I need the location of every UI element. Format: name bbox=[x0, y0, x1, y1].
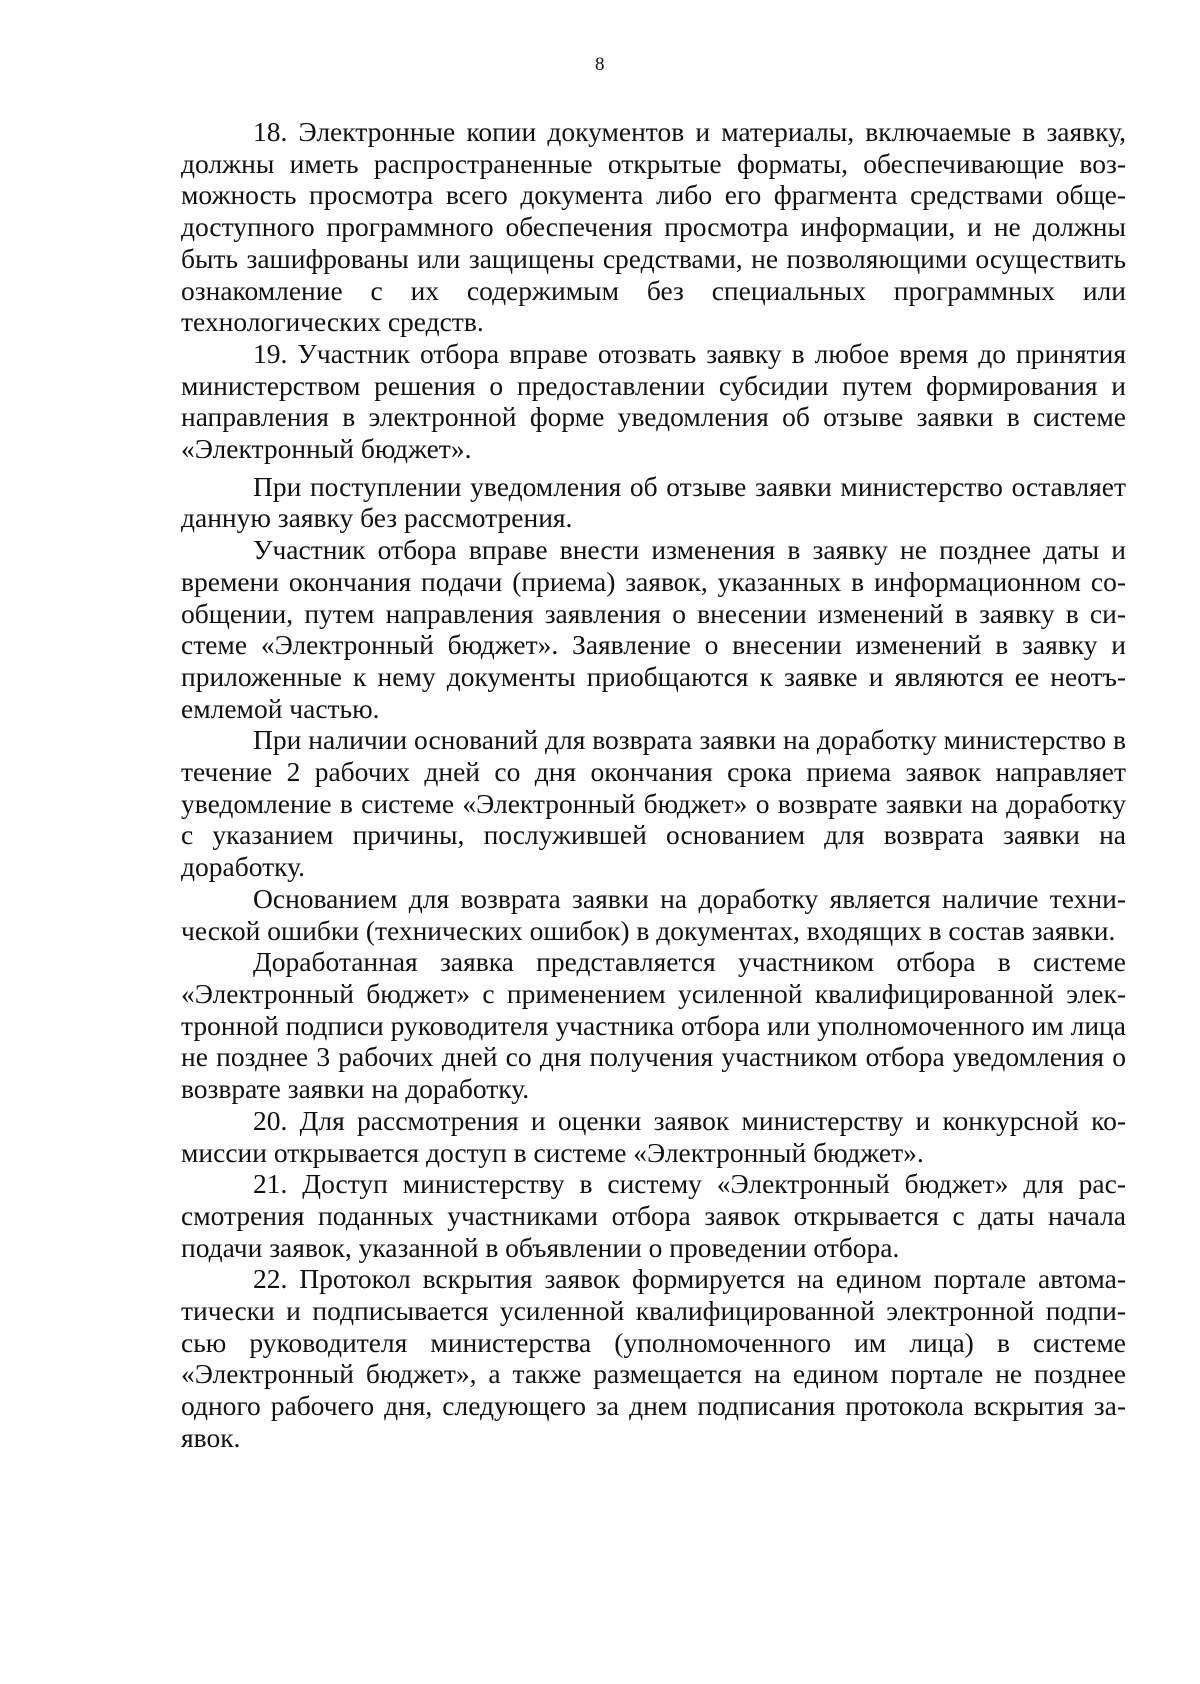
paragraph-19: 19. Участник отбора вправе отозвать заявку в любое время до принятия министерством решения о предоставлении субсидии путем формирования и направления в электронной форме уведомления об отзыве заявки в системе «Электронный бюджет». bbox=[181, 337, 1126, 465]
paragraph-application-changes: Участник отбора вправе внести изменения в заявку не позднее даты и времени окончания подачи (приема) заявок, указанных в информационном сообщении, путем направления заявления о внесении изменений в заявку в системе «Электронный бюджет». Заявление о внесении изменений в заявку и приложенные к нему документы приобщаются к заявке и являются ее неотъемлемой частью. bbox=[181, 534, 1126, 724]
paragraph-withdrawal-notice: При поступлении уведомления об отзыве заявки министерство оставляет данную заявку без рассмотрения. bbox=[181, 470, 1126, 534]
document-body bbox=[181, 116, 1126, 1454]
paragraph-20: 20. Для рассмотрения и оценки заявок министерству и конкурсной комиссии открывается доступ в системе «Электронный бюджет». bbox=[181, 1104, 1126, 1168]
paragraph-return-for-revision: При наличии оснований для возврата заявки на доработку министерство в течение 2 рабочих дней со дня окончания срока приема заявок направляет уведомление в системе «Электронный бюджет» о возврате заявки на доработку с указанием причины, послужившей основанием для возврата заявки на доработку. bbox=[181, 724, 1126, 883]
paragraph-return-grounds: Основанием для возврата заявки на доработку является наличие технической ошибки (технических ошибок) в документах, входящих в состав заявки. bbox=[181, 882, 1126, 946]
page-number: 8 bbox=[595, 54, 605, 75]
paragraph-18: 18. Электронные копии документов и материалы, включаемые в заявку, должны иметь распространенные открытые форматы, обеспечивающие возможность просмотра всего документа либо его фрагмента средствами общедоступного программного обеспечения просмотра информации, и не должны быть зашифрованы или защищены средствами, не позволяющими осуществить ознакомление с их содержимым без специальных программных или технологических средств. bbox=[181, 116, 1126, 338]
paragraph-revised-application: Доработанная заявка представляется участником отбора в системе «Электронный бюджет» с применением усиленной квалифицированной электронной подписи руководителя участника отбора или уполномоченного им лица не позднее 3 рабочих дней со дня получения участником отбора уведомления о возврате заявки на доработку. bbox=[181, 946, 1126, 1105]
paragraph-21: 21. Доступ министерству в систему «Электронный бюджет» для рассмотрения поданных участниками отбора заявок открывается с даты начала подачи заявок, указанной в объявлении о проведении отбора. bbox=[181, 1168, 1126, 1263]
paragraph-22: 22. Протокол вскрытия заявок формируется на едином портале автоматически и подписывается усиленной квалифицированной электронной подписью руководителя министерства (уполномоченного им лица) в системе «Электронный бюджет», а также размещается на едином портале не позднее одного рабочего дня, следующего за днем подписания протокола вскрытия заявок. bbox=[181, 1263, 1126, 1453]
